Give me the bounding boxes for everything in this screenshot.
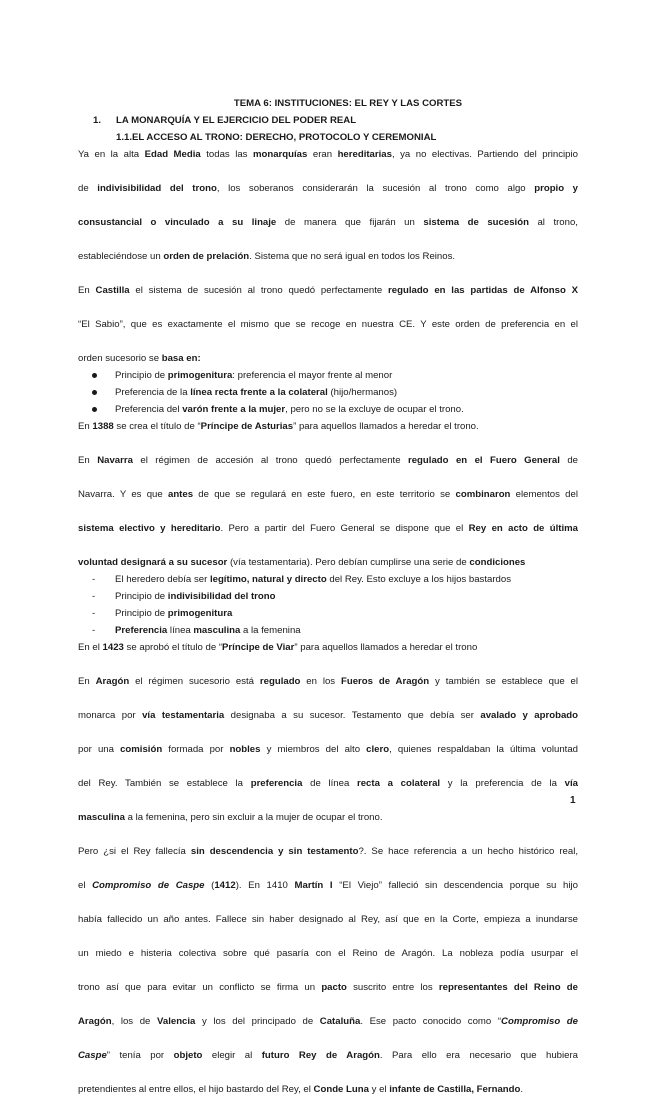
body-text: En: [78, 421, 93, 432]
document-page: [78, 95, 578, 1098]
body-text: trono así que para evitar un conflicto se firma un: [78, 982, 322, 993]
dash-marker-icon: -: [92, 608, 96, 619]
emphasis-text: Preferencia: [115, 625, 168, 636]
body-text: un miedo e histeria colectiva sobre qué pasaría con el Reino de Aragón. La nobleza podía usurpar el: [78, 948, 578, 959]
body-text: el régimen sucesorio está: [129, 676, 260, 687]
emphasis-text: recta a colateral: [356, 778, 441, 789]
emphasis-text: Conde Luna: [313, 1084, 369, 1095]
body-text: estableciéndose un: [78, 251, 164, 262]
body-text: eran: [307, 149, 338, 160]
body-text: (vía testamentaria). Pero debían cumplirse una serie de: [227, 557, 470, 568]
body-text: En el: [78, 642, 103, 653]
emphasis-text: masculina: [193, 625, 241, 636]
text-line: [78, 809, 578, 826]
emphasis-text: vía testamentaria: [142, 710, 225, 721]
text-line: [78, 775, 578, 809]
list-item: [78, 367, 578, 384]
body-text: el sistema de sucesión al trono quedó perfectamente: [129, 285, 389, 296]
text-line: [78, 707, 578, 741]
emphasis-text: combinaron: [455, 489, 511, 500]
emphasis-text: varón frente a la mujer: [182, 404, 286, 415]
paragraph-castilla-intro: [78, 146, 578, 265]
body-text: El heredero debía ser: [115, 574, 210, 585]
emphasis-text: regulado en el Fuero General: [407, 455, 560, 466]
text-line: [78, 741, 578, 775]
body-text: en los: [300, 676, 341, 687]
list-item: [78, 401, 578, 418]
emphasis-text: 1423: [102, 642, 124, 653]
body-text: .: [520, 1084, 524, 1095]
body-text: de manera que fijarán un: [276, 217, 424, 228]
paragraph-caspe: [78, 843, 578, 1098]
text-line: [78, 877, 578, 911]
body-text: En: [78, 455, 98, 466]
emphasis-text: pacto: [321, 982, 347, 993]
body-text: línea: [167, 625, 194, 636]
body-text: . Pero a partir del Fuero General se dispone que el: [220, 523, 469, 534]
body-text: al trono,: [528, 217, 578, 228]
text-line: [78, 350, 578, 367]
body-text: ” tenía por: [106, 1050, 174, 1061]
text-line: [78, 146, 578, 180]
body-text: Ya en la alta: [78, 149, 145, 160]
emphasis-text: Martín I: [294, 880, 333, 891]
emphasis-text: Castilla: [95, 285, 130, 296]
body-text: Principio de: [115, 370, 168, 381]
bullet-list-castilla: [78, 367, 578, 418]
body-text: de: [78, 183, 98, 194]
emphasis-text: Navarra: [97, 455, 133, 466]
emphasis-text: comisión: [120, 744, 163, 755]
body-text: Principio de: [115, 608, 168, 619]
body-text: de que se regulará en este fuero, en este territorio se: [193, 489, 456, 500]
emphasis-text: Rey en acto de última: [468, 523, 578, 534]
body-text: Principio de: [115, 591, 168, 602]
emphasis-text: monarquías: [252, 149, 308, 160]
paragraph-aragon: [78, 673, 578, 826]
body-text: y el: [368, 1084, 390, 1095]
emphasis-text: antes: [167, 489, 194, 500]
emphasis-text: orden de prelación: [163, 251, 250, 262]
bullet-dot-icon: [92, 401, 97, 418]
text-line: [78, 1081, 578, 1098]
body-text: Pero ¿si el Rey fallecía: [78, 846, 191, 857]
body-text: del Rey. Esto excluye a los hijos bastardos: [326, 574, 512, 585]
body-text: elegir al: [202, 1050, 262, 1061]
emphasis-text: clero: [366, 744, 390, 755]
emphasis-text: vía: [564, 778, 578, 789]
body-text: En: [78, 676, 96, 687]
body-text: En: [78, 285, 96, 296]
body-text: , ya no electivas. Partiendo del principio: [391, 149, 578, 160]
emphasis-text: Fueros de Aragón: [340, 676, 430, 687]
body-text: Preferencia de la: [115, 387, 191, 398]
body-text: (hijo/hermanos): [327, 387, 398, 398]
body-text: y los del principado de: [195, 1016, 320, 1027]
body-text: el: [78, 880, 93, 891]
dash-marker-icon: -: [92, 574, 96, 585]
bullet-dot-icon: [92, 367, 97, 384]
list-item: [78, 605, 578, 622]
emphasis-text: preferencia: [250, 778, 303, 789]
list-item: [78, 571, 578, 588]
text-line: [78, 180, 578, 214]
body-text: todas las: [200, 149, 253, 160]
body-text: elementos del: [510, 489, 578, 500]
emphasis-text: avalado y aprobado: [480, 710, 579, 721]
body-text: , quienes respaldaban la última voluntad: [389, 744, 578, 755]
body-text: se aprobó el título de “: [123, 642, 223, 653]
emphasis-text: consustancial o vinculado a su linaje: [78, 217, 277, 228]
emphasis-text: regulado en las partidas de Alfonso X: [388, 285, 578, 296]
body-text: suscrito entre los: [346, 982, 439, 993]
body-text: se crea el título de “: [113, 421, 201, 432]
paragraph-asturias: [78, 418, 578, 435]
emphasis-text: primogenitura: [167, 608, 233, 619]
section-number: 1.: [93, 115, 102, 126]
body-text: y la preferencia de la: [440, 778, 565, 789]
body-text: ): [235, 880, 239, 891]
section-heading-text: LA MONARQUÍA Y EL EJERCICIO DEL PODER REAL: [116, 115, 357, 126]
emphasis-text: Caspe: [78, 1050, 107, 1061]
text-line: [78, 452, 578, 486]
body-text: (: [204, 880, 215, 891]
body-text: , pero no se la excluye de ocupar el trono.: [285, 404, 464, 415]
body-text: ” para aquellos llamados a heredar el trono: [294, 642, 478, 653]
emphasis-text: primogenitura: [167, 370, 233, 381]
text-line: [78, 486, 578, 520]
body-text: . En 1410: [238, 880, 295, 891]
body-text: orden sucesorio se: [78, 353, 162, 364]
body-text: y miembros del alto: [260, 744, 367, 755]
body-text: designaba a su sucesor. Testamento que debía ser: [224, 710, 481, 721]
paragraph-viar: [78, 639, 578, 656]
emphasis-text: infante de Castilla, Fernando: [389, 1084, 521, 1095]
emphasis-text: legítimo, natural y directo: [209, 574, 327, 585]
emphasis-text: propio y: [534, 183, 579, 194]
body-text: a la femenina, pero sin excluir a la mujer de ocupar el trono.: [124, 812, 383, 823]
emphasis-text: indivisibilidad del trono: [167, 591, 276, 602]
emphasis-text: masculina: [78, 812, 125, 823]
page-number: 1: [570, 795, 576, 806]
emphasis-text: Edad Media: [144, 149, 201, 160]
emphasis-text: Príncipe de Viar: [222, 642, 295, 653]
emphasis-text: línea recta frente a la colateral: [190, 387, 328, 398]
text-line: [78, 1047, 578, 1081]
emphasis-text: sistema de sucesión: [423, 217, 529, 228]
section-heading: [93, 112, 578, 129]
dash-list-navarra: [78, 571, 578, 639]
bullet-dot-icon: [92, 384, 97, 401]
emphasis-text: Compromiso de: [501, 1016, 578, 1027]
emphasis-text: Compromiso de Caspe: [92, 880, 205, 891]
emphasis-text: objeto: [173, 1050, 203, 1061]
emphasis-text: representantes del Reino de: [438, 982, 578, 993]
body-text: “El Viejo” falleció sin descendencia porque su hijo: [332, 880, 578, 891]
list-item: [78, 622, 578, 639]
emphasis-text: sistema electivo y hereditario: [78, 523, 221, 534]
body-text: a la femenina: [240, 625, 301, 636]
body-text: por una: [78, 744, 121, 755]
emphasis-text: sin descendencia y sin testamento: [190, 846, 359, 857]
paragraph-castilla: [78, 282, 578, 367]
body-text: el régimen de accesión al trono quedó perfectamente: [132, 455, 408, 466]
emphasis-text: Aragón: [95, 676, 130, 687]
body-text: monarca por: [78, 710, 143, 721]
emphasis-text: futuro Rey de Aragón: [261, 1050, 380, 1061]
emphasis-text: 1388: [92, 421, 114, 432]
list-item: [78, 384, 578, 401]
dash-marker-icon: -: [92, 625, 96, 636]
emphasis-text: Príncipe de Asturias: [200, 421, 294, 432]
body-text: había fallecido un año antes. Fallece sin haber designado al Rey, así que en la Corte, empieza a inundarse: [78, 914, 578, 925]
body-text: , los soberanos considerarán la sucesión al trono como algo: [216, 183, 535, 194]
body-text: de: [559, 455, 578, 466]
emphasis-text: 1412: [214, 880, 236, 891]
body-text: . Para ello era necesario que hubiera: [379, 1050, 578, 1061]
emphasis-text: Valencia: [156, 1016, 196, 1027]
emphasis-text: Aragón: [78, 1016, 112, 1027]
body-text: pretendientes al entre ellos, el hijo bastardo del Rey, el: [78, 1084, 314, 1095]
text-line: [78, 316, 578, 350]
emphasis-text: condiciones: [469, 557, 526, 568]
body-text: . Sistema que no será igual en todos los Reinos.: [249, 251, 456, 262]
text-line: [78, 1013, 578, 1047]
body-text: y también se establece que el: [429, 676, 578, 687]
body-text: ?. Se hace referencia a un hecho histórico real,: [358, 846, 578, 857]
list-item: [78, 588, 578, 605]
text-line: [78, 520, 578, 554]
text-line: [78, 979, 578, 1013]
body-text: formada por: [162, 744, 230, 755]
emphasis-text: Cataluña: [319, 1016, 361, 1027]
body-text: : preferencia el mayor frente al menor: [232, 370, 393, 381]
text-line: [78, 843, 578, 877]
subsection-heading: 1.1.EL ACCESO AL TRONO: DERECHO, PROTOCOLO Y CEREMONIAL: [116, 132, 437, 143]
body-text: Navarra. Y es que: [78, 489, 168, 500]
body-text: , los de: [111, 1016, 157, 1027]
emphasis-text: regulado: [259, 676, 301, 687]
text-line: [78, 673, 578, 707]
body-text: ” para aquellos llamados a heredar el trono.: [293, 421, 479, 432]
text-line: [78, 911, 578, 945]
emphasis-text: basa en:: [161, 353, 201, 364]
text-line: [78, 248, 578, 265]
emphasis-text: indivisibilidad del trono: [97, 183, 217, 194]
text-line: [78, 214, 578, 248]
emphasis-text: hereditarias: [337, 149, 392, 160]
body-text: “El Sabio”, que es exactamente el mismo que se recoge en nuestra CE. Y este orden de preferencia en el: [78, 319, 578, 330]
text-line: [78, 945, 578, 979]
emphasis-text: voluntad designará a su sucesor: [78, 557, 228, 568]
body-text: de línea: [302, 778, 357, 789]
emphasis-text: nobles: [229, 744, 261, 755]
paragraph-navarra: [78, 452, 578, 571]
text-line: [78, 282, 578, 316]
document-title: TEMA 6: INSTITUCIONES: EL REY Y LAS CORTES: [233, 98, 463, 109]
body-text: del Rey. También se establece la: [78, 778, 251, 789]
dash-marker-icon: -: [92, 591, 96, 602]
body-text: . Ese pacto conocido como “: [360, 1016, 502, 1027]
body-text: Preferencia del: [115, 404, 183, 415]
text-line: [78, 554, 578, 571]
